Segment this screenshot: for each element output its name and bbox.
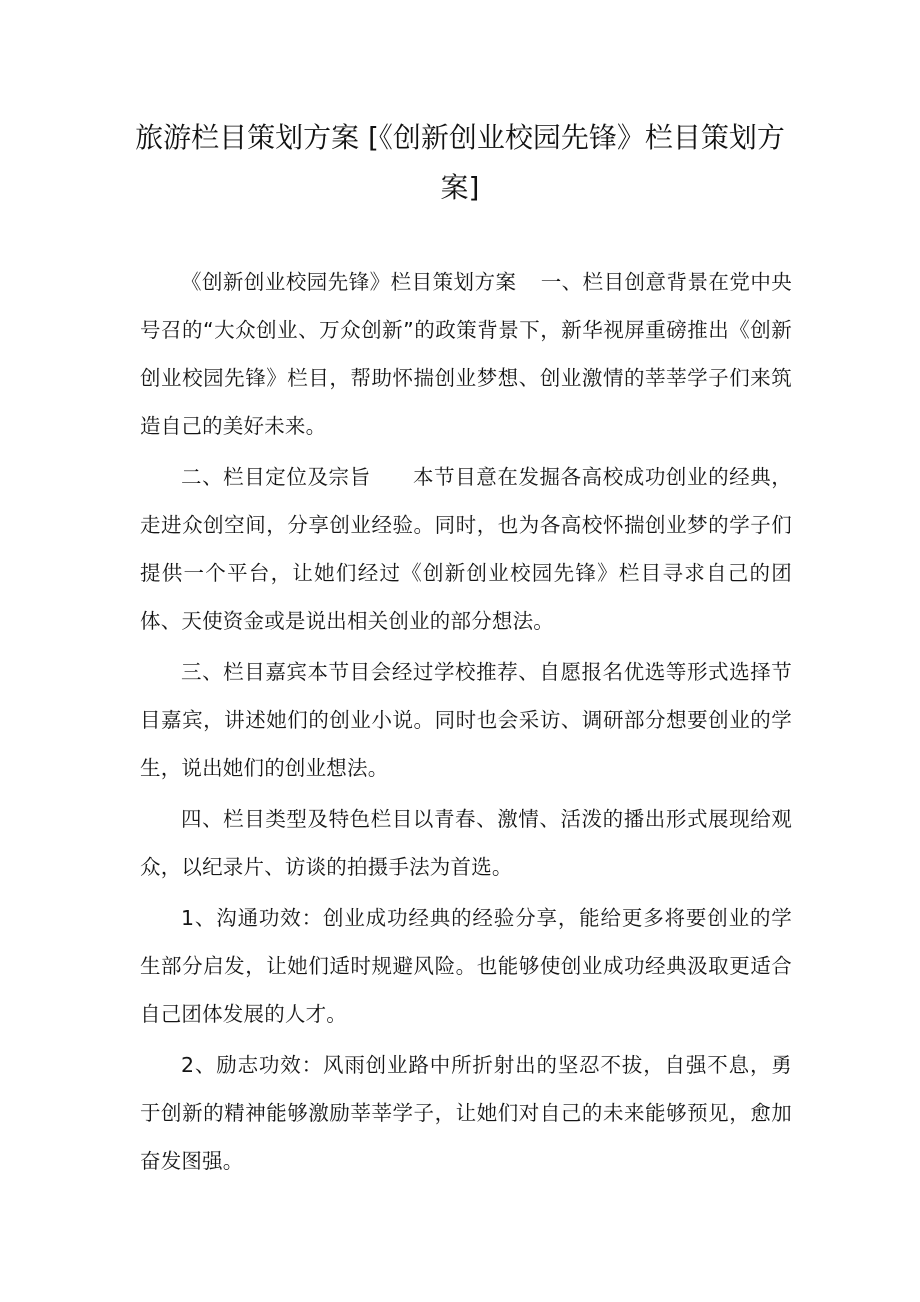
paragraph-lead: 二、栏目定位及宗旨 (181, 465, 371, 489)
document-title: 旅游栏目策划方案 [《创新创业校园先锋》栏目策划方案] (135, 121, 785, 204)
paragraph-lead: 《创新创业校园先锋》栏目策划方案 (181, 270, 517, 294)
paragraph-background (140, 258, 792, 450)
paragraph-text: 本节目意在发掘各高校成功创业的经典，走进众创空间，分享创业经验。同时，也为各高校怀揣创业梦的学子们提供一个平台，让她们经过《创新创业校园先锋》栏目寻求自己的团体、天使资金或是说出相关创业的部分想法。 (140, 465, 792, 633)
paragraph-text: 一、栏目创意背景在党中央号召的“大众创业、万众创新”的政策背景下，新华视屏重磅推出《创新创业校园先锋》栏目，帮助怀揣创业梦想、创业激情的莘莘学子们来筑造自己的美好未来。 (140, 270, 793, 438)
paragraph-communication: 1、沟通功效：创业成功经典的经验分享，能给更多将要创业的学生部分启发，让她们适时规避风险。也能够使创业成功经典汲取更适合自己团体发展的人才。 (140, 906, 792, 1026)
document-body (140, 258, 792, 1188)
paragraph-type: 四、栏目类型及特色栏目以青春、激情、活泼的播出形式展现给观众，以纪录片、访谈的拍摄手法为首选。 (140, 807, 792, 879)
paragraph-guests: 三、栏目嘉宾本节目会经过学校推荐、自愿报名优选等形式选择节目嘉宾，讲述她们的创业小说。同时也会采访、调研部分想要创业的学生，说出她们的创业想法。 (140, 660, 792, 780)
paragraph-positioning (140, 453, 792, 645)
paragraph-inspiration: 2、励志功效：风雨创业路中所折射出的坚忍不拔，自强不息，勇于创新的精神能够激励莘莘学子，让她们对自己的未来能够预见，愈加奋发图强。 (140, 1053, 792, 1173)
